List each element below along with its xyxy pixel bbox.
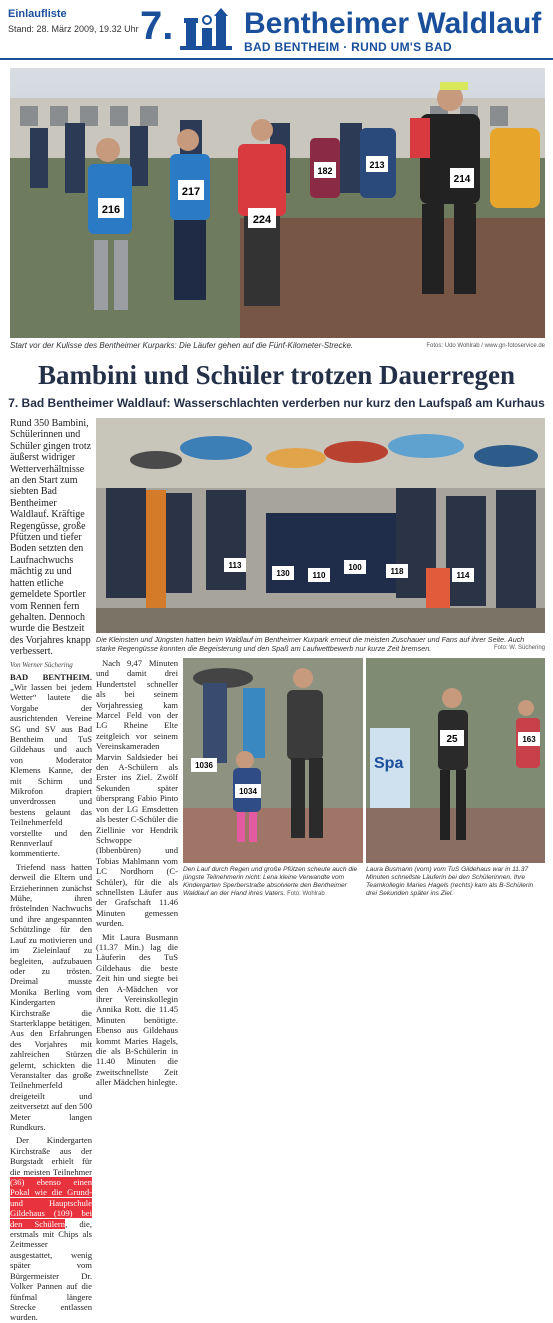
kid-bib-1: 113 <box>228 561 242 570</box>
kid-bib-2: 130 <box>276 569 290 578</box>
paragraph-3a: Der Kindergarten Kirchstraße aus der Burgstadt erhielt für die meisten Teilnehmer <box>10 1135 92 1177</box>
sponsor-banner: Spa <box>374 755 404 772</box>
bib-1034: 1034 <box>239 787 257 796</box>
event-title: Bentheimer Waldlauf <box>244 7 542 40</box>
bottom-left-credit: Foto: Wohlrab <box>287 891 325 897</box>
bib-214: 214 <box>453 174 471 185</box>
bib-163: 163 <box>522 735 536 744</box>
paragraph-2: Triefend nass hatten derweil die Eltern und Erzieherinnen zunächst Mühe, ihren fröstelnden Nachwuchs und ihre angespannten Schützlinge für den Lauf zu motivieren und im Zieleinlauf zu begleiten, aufzubauen oder zu trösten. Dreimal musste Monika Berling vom Kindergarten Kirchstraße die Starterklappe betätigen. Aus den Erfahrungen des Vorjahres mit zahlreichen Stürzen gelernt, schickten die Veranstalter das große Teilnehmerfeld dreigeteilt und zeitversetzt auf den 500 Meter langen Rundkurs. <box>10 861 92 1132</box>
kid-bib-4: 100 <box>348 563 362 572</box>
kid-bib-6: 114 <box>456 571 470 580</box>
bib-224: 224 <box>252 214 272 226</box>
middle-photo-caption <box>96 636 545 653</box>
event-subtitle: BAD BENTHEIM · RUND UM'S BAD <box>244 40 452 54</box>
paragraph-5: Mit Laura Busmann (11.37 Min.) lag die Läuferin des TuS Gildehaus die beste Zeit hin und siegte bei den A-Mädchen vor ihrer Vereinskollegin Annika Rott. die 11.45 Minuten benötigte. Ebenso aus Gildehaus kommt Maries Hagels, die als B-Schülerin in 11.40 Minuten die zweitschnellste Zeit aller Mädchen hinlegte. <box>96 931 178 1088</box>
bottom-right-caption: Laura Busmann (vorn) vom TuS Gildehaus war in 11.37 Minuten schnellste Läuferin bei den Schülerinnen. Ihre Teamkollegin Maries Hagels (rechts) kam als B-Schülerin drei Sekunden später ins Ziel. <box>366 866 534 897</box>
top-photo-credit: Fotos: Udo Wohlrab / www.gn-fotoservice.de <box>426 343 545 349</box>
castle-logo-icon <box>176 6 236 54</box>
bib-25: 25 <box>446 734 458 745</box>
bib-217: 217 <box>181 186 201 198</box>
kid-bib-5: 118 <box>390 567 404 576</box>
bib-182: 182 <box>317 166 333 176</box>
article-headline: Bambini und Schüler trotzen Dauerregen <box>37 360 516 390</box>
bottom-left-photo <box>183 658 363 863</box>
bottom-right-photo <box>366 658 545 863</box>
bib-1036: 1036 <box>195 761 213 770</box>
article-subhead: 7. Bad Bentheimer Waldlauf: Wasserschlachten verderben nur kurz den Laufspaß am Kurhaus <box>8 396 545 410</box>
bib-213: 213 <box>369 160 385 170</box>
article-column-1 <box>10 418 92 1323</box>
top-photo-caption: Start vor der Kulisse des Bentheimer Kurparks: Die Läufer gehen auf die Fünf-Kilometer-Strecke. <box>10 341 354 350</box>
status-date: Stand: 28. März 2009, 19.32 Uhr <box>8 24 139 34</box>
paragraph-3b: , die, erstmals mit Chips als Zeitmesser ausgestattet, wenig später vom Bürgermeister Dr. Volker Pannen auf die fünfmal längere Strecke entlassen wurden. <box>10 1218 92 1323</box>
header-divider <box>0 58 553 60</box>
middle-photo-credit: Foto: W. Süchering <box>493 644 545 651</box>
bottom-left-caption-text: Den Lauf durch Regen und große Pfützen scheute auch die jüngste Teilnehmerin nicht: Lena kleine Verwandte vom Kindergarten Sperberstraße absolvierte den Bentheimer Waldlauf an der Hand ihres Vaters. <box>183 866 358 897</box>
article-lead: Rund 350 Bambini, Schülerinnen und Schüler gingen trotz äußerst widriger Wetterverhältnisse an den Start zum siebten Bad Bentheimer Waldlauf. Kräftige Regengüsse, große Pfützen und tiefer Boden setzten den Laufnachwuchs mächtig zu und hatten etliche gemeldete Sportler vom Rennen fern gehalten. Dennoch wurde die Bestzeit des Vorjahres knapp verbessert. <box>10 418 92 658</box>
eyebrow-label: Einlaufliste <box>8 8 67 20</box>
paragraph-1: „Wir lassen bei jedem Wetter“ lautete die Vorgabe der ausrichtenden Vereine SG und SV aus Bad Bentheim und TuS Gildehaus und auch von Moderator Klemens Kanne, der mit Schirm und Mikrofon drapiert unverdrossen und bestens gelaunt das Teilnehmerfeld vorstellte und den Rennverlauf kommentierte. <box>10 681 92 859</box>
bib-216: 216 <box>101 204 121 216</box>
dateline: BAD BENTHEIM. <box>10 671 92 682</box>
article-column-2 <box>96 658 178 1088</box>
top-race-photo <box>10 68 545 338</box>
byline: Von Werner Süchering <box>10 660 73 669</box>
middle-kids-photo <box>96 418 545 633</box>
kid-bib-3: 110 <box>312 571 326 580</box>
highlighted-text: (36) ebenso einen Pokal wie die Grund- und Hauptschule Gildehaus (109) bei den Schülern <box>10 1177 92 1229</box>
paragraph-4: Nach 9,47 Minuten und damit drei Hundertstel schneller als bei seinem Vorjahressieg kam Marcel Feld von der LG Rheine Elte zeitgleich vor seinem Vereinskameraden Marvin Saldsieder bei den A-Schülern als Erster ins Ziel. Zwölf Sekunden später übersprang Fabio Pinto von der LG Emsdetten als bester C-Schüler die Ziellinie vor Hendrik Schwoppe (Ibbenbüren) und Tobias Mahlmann vom LC Nordhorn (C-Schüler), für die als schnellsten Läufer aus der Grafschaft 11.46 Minuten gemessen wurden. <box>96 658 178 929</box>
bottom-left-caption <box>183 866 363 898</box>
middle-caption-text: Die Kleinsten und Jüngsten hatten beim Waldlauf im Bentheimer Kurpark erneut die meisten Zuschauer und Fans auf ihrer Seite. Auch starke Regengüsse konnten die Begeisterung und den Spaß am Laufwettbewerb nur kurze Zeit bremsen. <box>96 635 525 653</box>
edition-number: 7. <box>140 4 174 48</box>
